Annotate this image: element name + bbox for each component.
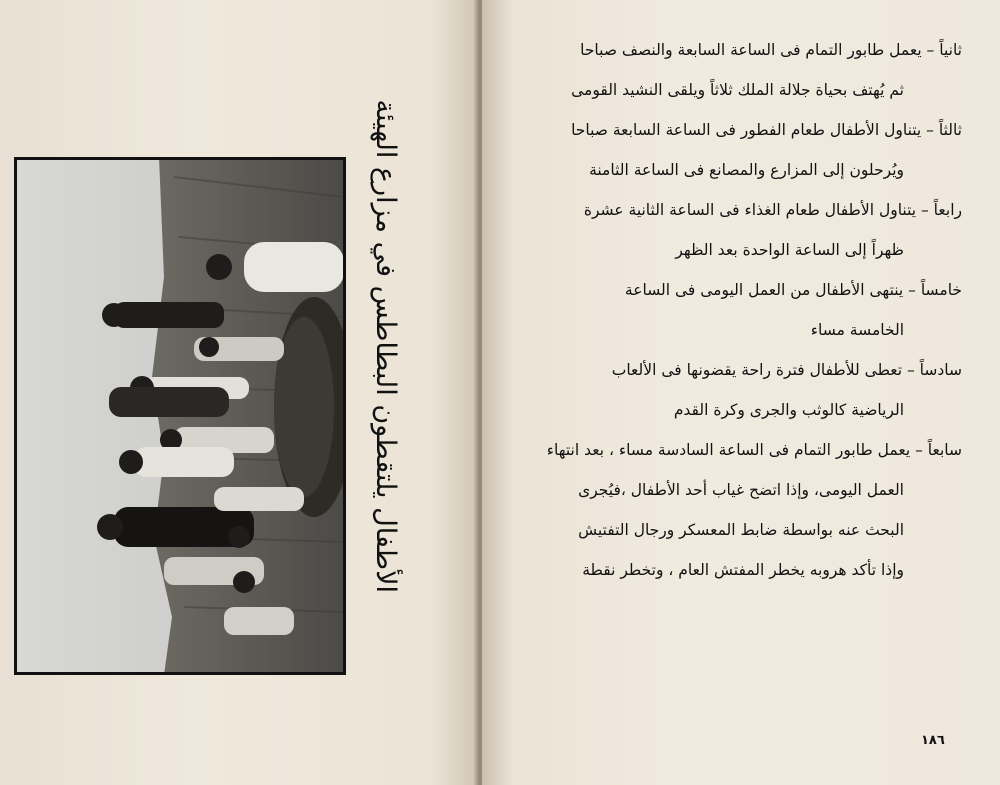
text-line: الخامسة مساء [810,321,904,339]
page-number: ١٨٦ [921,733,945,748]
text-line: البحث عنه بواسطة ضابط المعسكر ورجال التفتيش [578,521,904,539]
left-page [0,0,478,785]
schedule-text [520,30,962,590]
text-line: العمل اليومى، وإذا اتضح غياب أحد الأطفال ،فيُجرى [578,481,904,499]
text-line: خامساً – ينتهى الأطفال من العمل اليومى فى الساعة [624,281,962,299]
photo-image [14,157,346,675]
text-line: سادساً – تعطى للأطفال فترة راحة يقضونها فى الألعاب [611,361,962,379]
paragraph-fifth [520,270,962,350]
text-line: سابعاً – يعمل طابور التمام فى الساعة السادسة مساء ، بعد انتهاء [546,441,962,459]
paragraph-fourth [520,190,962,270]
text-line: ثانياً – يعمل طابور التمام فى الساعة السابعة والنصف صباحا [580,41,962,59]
paragraph-seventh [520,430,962,590]
paragraph-third [520,110,962,190]
photo-caption: الأطفال يلتقطون البطاطس في مزارع الهيئة [370,99,401,593]
text-line: ظهراً إلى الساعة الواحدة بعد الظهر [675,241,904,259]
text-line: ثم يُهتف بحياة جلالة الملك ثلاثاً ويلقى النشيد القومى [571,81,904,99]
text-line: ويُرحلون إلى المزارع والمصانع فى الساعة الثامنة [589,161,904,179]
text-line: الرياضية كالوثب والجرى وكرة القدم [673,401,904,419]
paragraph-second [520,30,962,110]
text-line: ثالثاً – يتناول الأطفال طعام الفطور فى الساعة السابعة صباحا [571,121,962,139]
text-line: رابعاً – يتناول الأطفال طعام الغذاء فى الساعة الثانية عشرة [583,201,962,219]
text-line: وإذا تأكد هروبه يخطر المفتش العام ، وتخطر نقطة [582,561,904,579]
photograph-children-harvesting [14,157,346,675]
paragraph-sixth [520,350,962,430]
